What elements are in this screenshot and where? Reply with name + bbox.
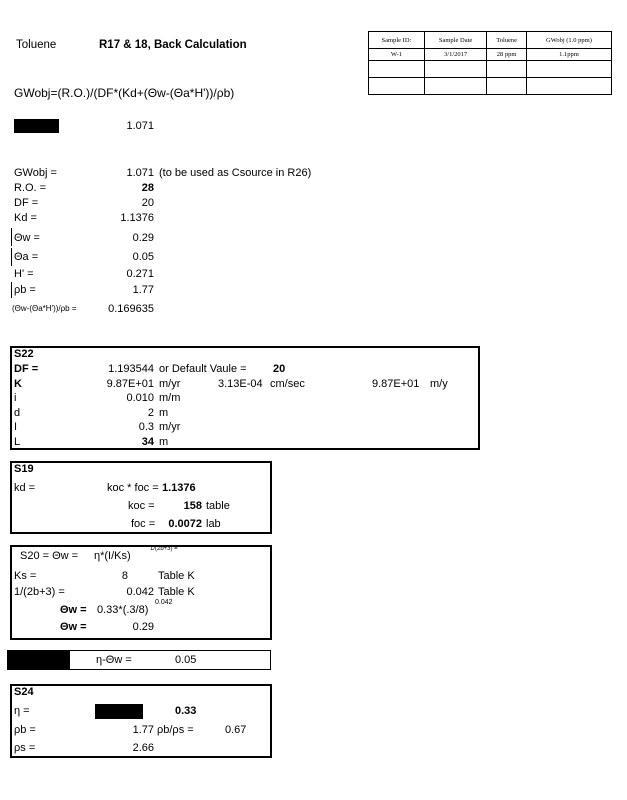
s19-koc-label: koc = (128, 500, 155, 512)
header-cell: Sample ID: (369, 32, 425, 49)
s22-d-label: d (14, 407, 21, 419)
s22-df-label: DF = (14, 363, 39, 375)
s19-kd-expr: koc * foc = (107, 482, 159, 494)
s24-eta-value: 0.33 (175, 705, 197, 717)
s24-rhob-label: ρb = (14, 724, 36, 736)
s24-eta-label: η = (14, 705, 30, 717)
compound-label: Toluene (16, 39, 57, 51)
s19-foc-value: 0.0072 (168, 518, 202, 530)
s22-df-default: 20 (273, 363, 286, 375)
top-value: 1.071 (126, 120, 154, 132)
s22-d-value: 2 (147, 407, 154, 419)
s22-L-unit: m (159, 436, 169, 448)
s22-k-value: 9.87E+01 (106, 378, 154, 390)
header-cell: Toluene (487, 32, 527, 49)
s22-L-label: L (14, 436, 21, 448)
s24-ratio-label: ρb/ρs = (157, 724, 194, 736)
table-cell: 28 ppm (487, 49, 527, 61)
s20-thw-expr: 0.33*(.3/8) (97, 604, 149, 616)
s20-ks-unit: Table K (158, 570, 195, 582)
s20-expr-exponent: 1/(2b+3) = (150, 546, 178, 552)
gwobj-note: (to be used as Csource in R26) (159, 167, 312, 179)
s19-kd-label: kd = (14, 482, 36, 494)
s22-I-label: I (14, 421, 18, 433)
main-formula: GWobj=(R.O.)/(DF*(Kd+(Θw-(Θa*H'))/ρb) (14, 86, 235, 100)
s22-k-unit: m/yr (159, 378, 181, 390)
theta-w-value: 0.29 (132, 232, 154, 244)
theta-a-expr: η-Θw = (96, 654, 132, 666)
s22-d-unit: m (159, 407, 169, 419)
redacted-block (7, 650, 69, 670)
s22-box (10, 346, 480, 450)
table-row (369, 49, 612, 61)
s24-rhob-value: 1.77 (132, 724, 154, 736)
s22-k-unit2: cm/sec (270, 378, 305, 390)
s20-ks-value: 8 (121, 570, 128, 582)
divider (11, 282, 12, 298)
s22-title: S22 (14, 348, 34, 360)
s19-koc-unit: table (206, 500, 230, 512)
combo-value: 0.169635 (108, 303, 154, 315)
s22-i-unit: m/m (159, 392, 181, 404)
header-cell: Sample Date (424, 32, 486, 49)
sample-table (368, 31, 612, 95)
s20-thw2-label: Θw = (60, 621, 87, 633)
h-label: H' = (14, 268, 34, 280)
s22-I-value: 0.3 (138, 421, 154, 433)
s22-k-value3: 9.87E+01 (372, 378, 420, 390)
s22-df-value: 1.193544 (108, 363, 154, 375)
kd-label: Kd = (14, 212, 37, 224)
theta-a-value: 0.05 (132, 251, 154, 263)
s24-ratio-value: 0.67 (225, 724, 247, 736)
s22-i-value: 0.010 (126, 392, 154, 404)
s20-exp-label: 1/(2b+3) = (14, 586, 65, 598)
rho-label: ρb = (14, 284, 36, 296)
s24-title: S24 (14, 686, 34, 698)
s19-title: S19 (14, 463, 34, 475)
s24-rhos-value: 2.66 (132, 742, 154, 754)
divider (11, 228, 12, 246)
rho-value: 1.77 (132, 284, 154, 296)
s20-exp-unit: Table K (158, 586, 195, 598)
s19-koc-value: 158 (183, 500, 202, 512)
df-value: 20 (141, 197, 154, 209)
page-title: R17 & 18, Back Calculation (99, 39, 247, 51)
s19-foc-label: foc = (131, 518, 156, 530)
table-row-empty (369, 61, 612, 78)
gwobj-label: GWobj = (14, 167, 57, 179)
s20-expr: η*(I/Ks) (94, 550, 131, 562)
ro-value: 28 (141, 182, 154, 194)
s22-k-value2: 3.13E-04 (218, 378, 263, 390)
table-cell: W-1 (369, 49, 425, 61)
s22-k-label: K (14, 378, 22, 390)
gwobj-value: 1.071 (126, 167, 154, 179)
s22-k-unit3: m/y (430, 378, 448, 390)
kd-value: 1.1376 (120, 212, 154, 224)
theta-a-result: 0.05 (175, 654, 197, 666)
s20-thw-label: Θw = (60, 604, 87, 616)
table-row-empty (369, 78, 612, 95)
header-cell: GWobj (1.0 ppm) (526, 32, 611, 49)
s19-foc-unit: lab (206, 518, 221, 530)
s20-title: S20 = Θw = (20, 550, 79, 562)
theta-a-label: Θa = (14, 251, 39, 263)
s20-exp-value: 0.042 (126, 586, 154, 598)
divider (11, 248, 12, 266)
theta-w-label: Θw = (14, 232, 40, 244)
s24-rhos-label: ρs = (14, 742, 36, 754)
s19-kd-value: 1.1376 (162, 482, 196, 494)
s20-ks-label: Ks = (14, 570, 37, 582)
s20-thw-exponent: 0.042 (155, 599, 173, 606)
redacted-block (14, 119, 59, 133)
table-cell: 3/1/2017 (424, 49, 486, 61)
ro-label: R.O. = (14, 182, 47, 194)
table-cell: 1.1ppm (526, 49, 611, 61)
s22-i-label: i (14, 392, 17, 404)
sample-table-header (369, 32, 612, 49)
s22-df-text: or Default Vaule = (159, 363, 247, 375)
h-value: 0.271 (126, 268, 154, 280)
df-label: DF = (14, 197, 39, 209)
combo-label: (Θw-(Θa*H'))/ρb = (12, 304, 77, 313)
s22-I-unit: m/yr (159, 421, 181, 433)
s20-thw2-value: 0.29 (132, 621, 154, 633)
s22-L-value: 34 (141, 436, 154, 448)
redacted-block (95, 704, 143, 719)
